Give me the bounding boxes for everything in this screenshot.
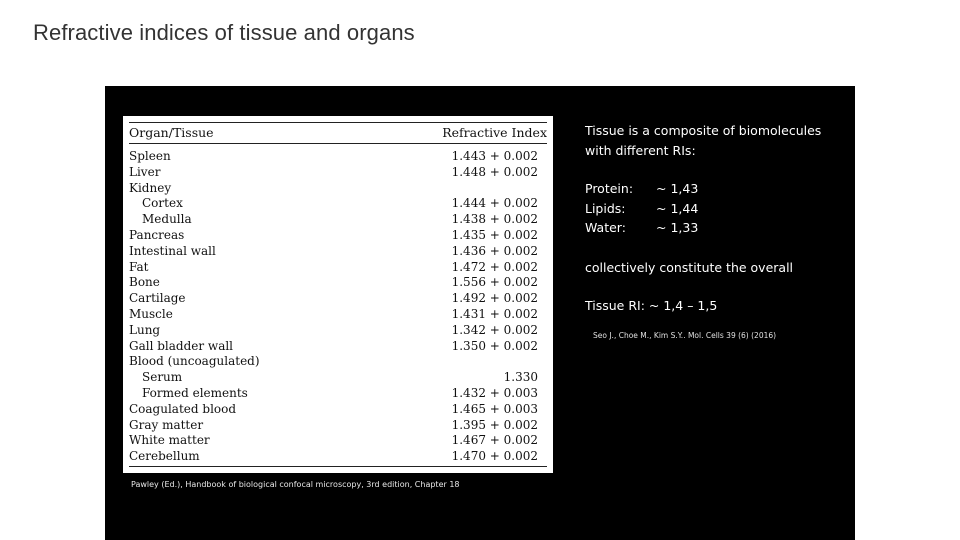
table-row <box>129 149 547 165</box>
component-label: Lipids: <box>585 200 626 216</box>
reference-citation: Seo J., Choe M., Kim S.Y.. Mol. Cells 39 (6) (2016) <box>593 331 777 340</box>
organ-name: Spleen <box>129 149 171 163</box>
table-row <box>129 449 547 465</box>
refractive-index-value: 1.467 + 0.002 <box>451 433 538 448</box>
table-row <box>129 212 547 228</box>
table-row <box>129 307 547 323</box>
organ-name: Serum <box>142 370 183 385</box>
header-refractive-index: Refractive Index <box>442 125 547 140</box>
table-row <box>129 370 547 386</box>
component-label: Protein: <box>585 181 634 196</box>
refractive-index-value: 1.436 + 0.002 <box>451 243 538 258</box>
organ-name: Formed elements <box>142 385 248 400</box>
refractive-index-value: 1.470 + 0.002 <box>451 449 538 464</box>
slide-title: Refractive indices of tissue and organs <box>33 20 415 45</box>
refractive-index-value: 1.492 + 0.002 <box>451 291 538 306</box>
table-row <box>129 228 547 244</box>
organ-name: Cartilage <box>129 291 186 306</box>
organ-name: Blood (uncoagulated) <box>129 354 260 369</box>
header-organ-tissue: Organ/Tissue <box>129 125 214 140</box>
organ-name: Kidney <box>129 180 172 195</box>
table-rows <box>129 149 547 465</box>
organ-name: Liver <box>129 164 161 179</box>
table-source-citation: Pawley (Ed.), Handbook of biological confocal microscopy, 3rd edition, Chapter 18 <box>131 480 460 489</box>
refractive-index-value: 1.395 + 0.002 <box>451 417 538 432</box>
table-row <box>129 354 547 370</box>
intro-text <box>585 121 853 160</box>
refractive-index-value: 1.432 + 0.003 <box>451 385 538 400</box>
refractive-index-value: 1.556 + 0.002 <box>451 275 538 290</box>
organ-name: Pancreas <box>129 227 185 242</box>
refractive-index-value: 1.330 <box>503 370 538 385</box>
component-value: ~ 1,43 <box>656 181 699 196</box>
table-row <box>129 165 547 181</box>
component-row <box>585 218 785 238</box>
refractive-index-value: 1.443 + 0.002 <box>451 149 538 163</box>
refractive-index-table <box>123 116 553 473</box>
refractive-index-value: 1.465 + 0.003 <box>451 401 538 416</box>
table-row <box>129 402 547 418</box>
refractive-index-value: 1.435 + 0.002 <box>451 227 538 242</box>
component-value: ~ 1,44 <box>656 200 699 216</box>
component-row <box>585 199 785 219</box>
table-row <box>129 386 547 402</box>
table-row <box>129 433 547 449</box>
organ-name: Gall bladder wall <box>129 338 234 353</box>
organ-name: Gray matter <box>129 417 204 432</box>
organ-name: Bone <box>129 275 160 290</box>
organ-name: Cerebellum <box>129 449 200 464</box>
organ-name: Fat <box>129 259 149 274</box>
component-row <box>585 179 785 199</box>
table-row <box>129 260 547 276</box>
refractive-index-value: 1.431 + 0.002 <box>451 306 538 321</box>
organ-name: Muscle <box>129 306 173 321</box>
refractive-index-value: 1.350 + 0.002 <box>451 338 538 353</box>
overall-text: collectively constitute the overall <box>585 260 794 275</box>
table-row <box>129 275 547 291</box>
component-label: Water: <box>585 220 626 235</box>
table-row <box>129 291 547 307</box>
table-row <box>129 244 547 260</box>
refractive-index-value: 1.448 + 0.002 <box>451 164 538 179</box>
refractive-index-value: 1.472 + 0.002 <box>451 259 538 274</box>
intro-line-1: Tissue is a composite of biomolecules <box>585 123 822 138</box>
organ-name: White matter <box>129 433 210 448</box>
table-row <box>129 323 547 339</box>
intro-line-2: with different RIs: <box>585 142 696 158</box>
table-bottom-rule <box>129 466 547 467</box>
component-value: ~ 1,33 <box>656 220 699 235</box>
organ-name: Coagulated blood <box>129 401 237 416</box>
refractive-index-value: 1.438 + 0.002 <box>451 212 538 227</box>
table-header <box>129 122 547 144</box>
table-row <box>129 339 547 355</box>
table-row <box>129 196 547 212</box>
organ-name: Medulla <box>142 212 192 227</box>
table-row <box>129 418 547 434</box>
organ-name: Intestinal wall <box>129 243 216 258</box>
organ-name: Cortex <box>142 196 183 211</box>
refractive-index-value: 1.342 + 0.002 <box>451 322 538 337</box>
tissue-ri-text: Tissue RI: ~ 1,4 – 1,5 <box>585 298 718 313</box>
component-ri-list <box>585 179 785 238</box>
refractive-index-value: 1.444 + 0.002 <box>451 196 538 211</box>
table-row <box>129 181 547 197</box>
organ-name: Lung <box>129 322 161 337</box>
